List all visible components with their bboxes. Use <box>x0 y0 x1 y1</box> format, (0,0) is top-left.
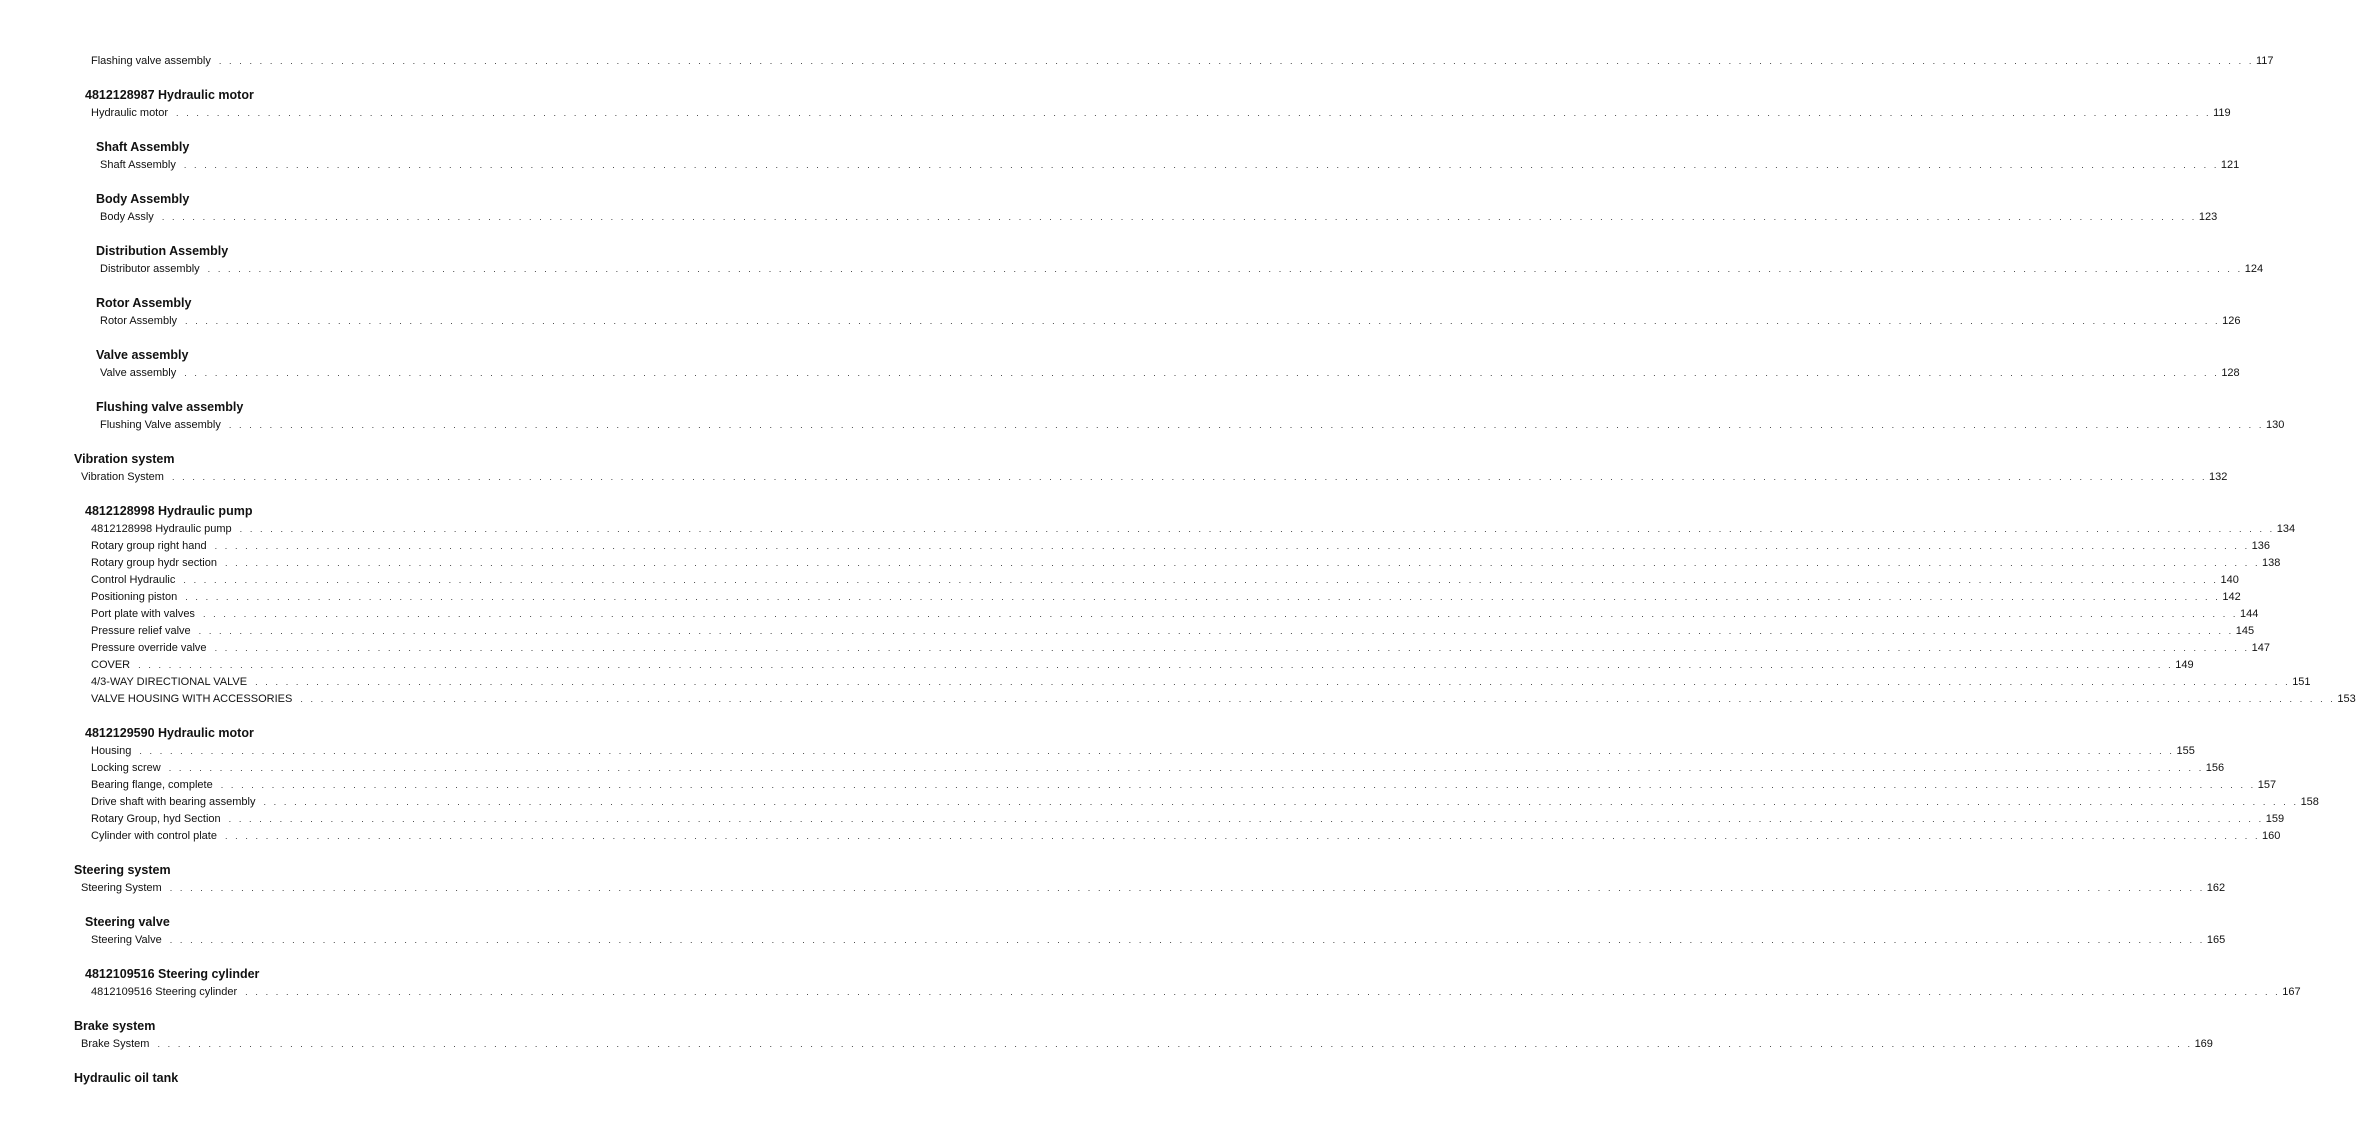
dot-leader: . . . . . . . . . . . . . . . . . . . . . . . . . . . . . . . . . . . . . . . . . . . . . . . . . . . . . . . . . . . . . . . . . . . . . . . . . . . . . . . . . . . . . . . . . . . . . . . . . . . . . . . . . . . . . . . . . . . . . . . . . . . . . . . . . . . . . . . . . . . . . . . . . . . . . . . . . . . . . . . . . . . . . . . . . . . . . . . . . . . . . . . . . . . . . . . . . . . . . . . . <box>220 780 2256 790</box>
toc-entry-title: Rotor Assembly <box>100 315 178 327</box>
toc-page-number: 144 <box>2240 608 2259 620</box>
toc-entry[interactable] <box>91 795 2319 809</box>
toc-heading: 4812129590 Hydraulic motor <box>85 726 254 740</box>
toc-entry[interactable] <box>91 658 2194 672</box>
dot-leader: . . . . . . . . . . . . . . . . . . . . . . . . . . . . . . . . . . . . . . . . . . . . . . . . . . . . . . . . . . . . . . . . . . . . . . . . . . . . . . . . . . . . . . . . . . . . . . . . . . . . . . . . . . . . . . . . . . . . . . . . . . . . . . . . . . . . . . . . . . . . . . . . . . . . . . . . . . . . . . . . . . . . . . . . . . . . . . . . . . . . . . . . . . . . . . . . . . . . . . . . <box>157 1039 2193 1049</box>
toc-entry[interactable] <box>91 761 2225 775</box>
dot-leader: . . . . . . . . . . . . . . . . . . . . . . . . . . . . . . . . . . . . . . . . . . . . . . . . . . . . . . . . . . . . . . . . . . . . . . . . . . . . . . . . . . . . . . . . . . . . . . . . . . . . . . . . . . . . . . . . . . . . . . . . . . . . . . . . . . . . . . . . . . . . . . . . . . . . . . . . . . . . . . . . . . . . . . . . . . . . . . . . . . . . . . . . . . . . . . . . . . . . . . . . <box>183 575 2219 585</box>
toc-entry-title: Bearing flange, complete <box>91 779 213 791</box>
toc-page-number: 145 <box>2235 625 2255 637</box>
toc-entry[interactable] <box>91 607 2259 621</box>
toc-page-number: 160 <box>2262 830 2281 842</box>
toc-page-number: 124 <box>2244 263 2264 275</box>
dot-leader: . . . . . . . . . . . . . . . . . . . . . . . . . . . . . . . . . . . . . . . . . . . . . . . . . . . . . . . . . . . . . . . . . . . . . . . . . . . . . . . . . . . . . . . . . . . . . . . . . . . . . . . . . . . . . . . . . . . . . . . . . . . . . . . . . . . . . . . . . . . . . . . . . . . . . . . . . . . . . . . . . . . . . . . . . . . . . . . . . . . . . . . . . . . . . . . . . . . . . . . . <box>171 472 2208 482</box>
dot-leader: . . . . . . . . . . . . . . . . . . . . . . . . . . . . . . . . . . . . . . . . . . . . . . . . . . . . . . . . . . . . . . . . . . . . . . . . . . . . . . . . . . . . . . . . . . . . . . . . . . . . . . . . . . . . . . . . . . . . . . . . . . . . . . . . . . . . . . . . . . . . . . . . . . . . . . . . . . . . . . . . . . . . . . . . . . . . . . . . . . . . . . . . . . . . . . . . . . . . . . . . <box>176 108 2212 118</box>
toc-entry[interactable] <box>91 692 2356 706</box>
toc-heading: Valve assembly <box>96 348 189 362</box>
toc-entry[interactable] <box>100 314 2241 328</box>
toc-page-number: 138 <box>2262 557 2281 569</box>
toc-entry-title: Distributor assembly <box>100 263 200 275</box>
toc-entry[interactable] <box>100 210 2218 224</box>
toc-page-number: 162 <box>2206 882 2226 894</box>
toc-heading: Vibration system <box>74 452 175 466</box>
dot-leader: . . . . . . . . . . . . . . . . . . . . . . . . . . . . . . . . . . . . . . . . . . . . . . . . . . . . . . . . . . . . . . . . . . . . . . . . . . . . . . . . . . . . . . . . . . . . . . . . . . . . . . . . . . . . . . . . . . . . . . . . . . . . . . . . . . . . . . . . . . . . . . . . . . . . . . . . . . . . . . . . . . . . . . . . . . . . . . . . . . . . . . . . . . . . . . . . . . . . . . . . <box>185 316 2221 326</box>
toc-entry-title: Shaft Assembly <box>100 159 176 171</box>
toc-entry-title: Hydraulic motor <box>91 107 169 119</box>
toc-entry[interactable] <box>100 262 2264 276</box>
dot-leader: . . . . . . . . . . . . . . . . . . . . . . . . . . . . . . . . . . . . . . . . . . . . . . . . . . . . . . . . . . . . . . . . . . . . . . . . . . . . . . . . . . . . . . . . . . . . . . . . . . . . . . . . . . . . . . . . . . . . . . . . . . . . . . . . . . . . . . . . . . . . . . . . . . . . . . . . . . . . . . . . . . . . . . . . . . . . . . . . . . . . . . . . . . . . . . . . . . . . . . . . <box>228 420 2264 430</box>
toc-page-number: 128 <box>2221 367 2240 379</box>
toc-page-number: 158 <box>2300 796 2319 808</box>
dot-leader: . . . . . . . . . . . . . . . . . . . . . . . . . . . . . . . . . . . . . . . . . . . . . . . . . . . . . . . . . . . . . . . . . . . . . . . . . . . . . . . . . . . . . . . . . . . . . . . . . . . . . . . . . . . . . . . . . . . . . . . . . . . . . . . . . . . . . . . . . . . . . . . . . . . . . . . . . . . . . . . . . . . . . . . . . . . . . . . . . . . . . . . . . . . . . . . . . . . . . . . . <box>214 643 2250 653</box>
dot-leader: . . . . . . . . . . . . . . . . . . . . . . . . . . . . . . . . . . . . . . . . . . . . . . . . . . . . . . . . . . . . . . . . . . . . . . . . . . . . . . . . . . . . . . . . . . . . . . . . . . . . . . . . . . . . . . . . . . . . . . . . . . . . . . . . . . . . . . . . . . . . . . . . . . . . . . . . . . . . . . . . . . . . . . . . . . . . . . . . . . . . . . . . . . . . . . . . . . . . . . . . <box>161 212 2197 222</box>
toc-entry-title: Cylinder with control plate <box>91 830 217 842</box>
toc-entry-title: Port plate with valves <box>91 608 195 620</box>
dot-leader: . . . . . . . . . . . . . . . . . . . . . . . . . . . . . . . . . . . . . . . . . . . . . . . . . . . . . . . . . . . . . . . . . . . . . . . . . . . . . . . . . . . . . . . . . . . . . . . . . . . . . . . . . . . . . . . . . . . . . . . . . . . . . . . . . . . . . . . . . . . . . . . . . . . . . . . . . . . . . . . . . . . . . . . . . . . . . . . . . . . . . . . . . . . . . . . . . . . . . . . . <box>168 763 2204 773</box>
toc-page-number: 155 <box>2176 745 2195 757</box>
toc-page-number: 169 <box>2194 1038 2213 1050</box>
toc-page-number: 121 <box>2220 159 2240 171</box>
toc-heading: Steering system <box>74 863 171 877</box>
toc-entry[interactable] <box>91 54 2274 68</box>
toc-page-number: 142 <box>2222 591 2241 603</box>
toc-entry-title: Flashing valve assembly <box>91 55 211 67</box>
toc-entry[interactable] <box>91 778 2277 792</box>
toc-entry[interactable] <box>91 590 2241 604</box>
toc-page-number: 149 <box>2175 659 2194 671</box>
toc-entry[interactable] <box>91 829 2281 843</box>
dot-leader: . . . . . . . . . . . . . . . . . . . . . . . . . . . . . . . . . . . . . . . . . . . . . . . . . . . . . . . . . . . . . . . . . . . . . . . . . . . . . . . . . . . . . . . . . . . . . . . . . . . . . . . . . . . . . . . . . . . . . . . . . . . . . . . . . . . . . . . . . . . . . . . . . . . . . . . . . . . . . . . . . . . . . . . . . . . . . . . . . . . . . . . . . . . . . . . . . . . . . . . . <box>183 160 2219 170</box>
toc-entry[interactable] <box>91 933 2226 947</box>
toc-entry-title: Pressure override valve <box>91 642 207 654</box>
toc-entry-title: Valve assembly <box>100 367 177 379</box>
toc-entry-title: Vibration System <box>81 471 164 483</box>
toc-entry[interactable] <box>100 418 2285 432</box>
toc-page-number: 140 <box>2220 574 2239 586</box>
dot-leader: . . . . . . . . . . . . . . . . . . . . . . . . . . . . . . . . . . . . . . . . . . . . . . . . . . . . . . . . . . . . . . . . . . . . . . . . . . . . . . . . . . . . . . . . . . . . . . . . . . . . . . . . . . . . . . . . . . . . . . . . . . . . . . . . . . . . . . . . . . . . . . . . . . . . . . . . . . . . . . . . . . . . . . . . . . . . . . . . . . . . . . . . . . . . . . . . . . . . . . . . <box>224 558 2261 568</box>
toc-entry-title: Control Hydraulic <box>91 574 176 586</box>
dot-leader: . . . . . . . . . . . . . . . . . . . . . . . . . . . . . . . . . . . . . . . . . . . . . . . . . . . . . . . . . . . . . . . . . . . . . . . . . . . . . . . . . . . . . . . . . . . . . . . . . . . . . . . . . . . . . . . . . . . . . . . . . . . . . . . . . . . . . . . . . . . . . . . . . . . . . . . . . . . . . . . . . . . . . . . . . . . . . . . . . . . . . . . . . . . . . . . . . . . . . . . . <box>169 883 2205 893</box>
toc-heading: Flushing valve assembly <box>96 400 244 414</box>
toc-heading: 4812128998 Hydraulic pump <box>85 504 253 518</box>
toc-page-number: 123 <box>2198 211 2218 223</box>
toc-heading: 4812109516 Steering cylinder <box>85 967 260 981</box>
dot-leader: . . . . . . . . . . . . . . . . . . . . . . . . . . . . . . . . . . . . . . . . . . . . . . . . . . . . . . . . . . . . . . . . . . . . . . . . . . . . . . . . . . . . . . . . . . . . . . . . . . . . . . . . . . . . . . . . . . . . . . . . . . . . . . . . . . . . . . . . . . . . . . . . . . . . . . . . . . . . . . . . . . . . . . . . . . . . . . . . . . . . . . . . . . . . . . . . . . . . . . . . <box>255 677 2291 687</box>
toc-heading: Hydraulic oil tank <box>74 1071 179 1085</box>
toc-page-number: 132 <box>2209 471 2228 483</box>
toc-entry-title: Steering Valve <box>91 934 162 946</box>
toc-entry-title: Positioning piston <box>91 591 178 603</box>
dot-leader: . . . . . . . . . . . . . . . . . . . . . . . . . . . . . . . . . . . . . . . . . . . . . . . . . . . . . . . . . . . . . . . . . . . . . . . . . . . . . . . . . . . . . . . . . . . . . . . . . . . . . . . . . . . . . . . . . . . . . . . . . . . . . . . . . . . . . . . . . . . . . . . . . . . . . . . . . . . . . . . . . . . . . . . . . . . . . . . . . . . . . . . . . . . . . . . . . . . . . . . . <box>300 694 2336 704</box>
toc-entry[interactable] <box>91 641 2271 655</box>
toc-page-number: 156 <box>2205 762 2225 774</box>
toc-entry[interactable] <box>91 675 2311 689</box>
toc-page-number: 126 <box>2222 315 2241 327</box>
toc-entry-title: Body Assly <box>100 211 154 223</box>
dot-leader: . . . . . . . . . . . . . . . . . . . . . . . . . . . . . . . . . . . . . . . . . . . . . . . . . . . . . . . . . . . . . . . . . . . . . . . . . . . . . . . . . . . . . . . . . . . . . . . . . . . . . . . . . . . . . . . . . . . . . . . . . . . . . . . . . . . . . . . . . . . . . . . . . . . . . . . . . . . . . . . . . . . . . . . . . . . . . . . . . . . . . . . . . . . . . . . . . . . . . . . . <box>184 368 2220 378</box>
toc-entry-title: Pressure relief valve <box>91 625 191 637</box>
dot-leader: . . . . . . . . . . . . . . . . . . . . . . . . . . . . . . . . . . . . . . . . . . . . . . . . . . . . . . . . . . . . . . . . . . . . . . . . . . . . . . . . . . . . . . . . . . . . . . . . . . . . . . . . . . . . . . . . . . . . . . . . . . . . . . . . . . . . . . . . . . . . . . . . . . . . . . . . . . . . . . . . . . . . . . . . . . . . . . . . . . . . . . . . . . . . . . . . . . . . . . . . <box>228 814 2264 824</box>
toc-page-number: 165 <box>2206 934 2226 946</box>
dot-leader: . . . . . . . . . . . . . . . . . . . . . . . . . . . . . . . . . . . . . . . . . . . . . . . . . . . . . . . . . . . . . . . . . . . . . . . . . . . . . . . . . . . . . . . . . . . . . . . . . . . . . . . . . . . . . . . . . . . . . . . . . . . . . . . . . . . . . . . . . . . . . . . . . . . . . . . . . . . . . . . . . . . . . . . . . . . . . . . . . . . . . . . . . . . . . . . . . . . . . . . . <box>185 592 2221 602</box>
toc-page-number: 147 <box>2251 642 2271 654</box>
toc-entry[interactable] <box>91 539 2271 553</box>
toc-entry[interactable] <box>100 366 2240 380</box>
toc-page-number: 167 <box>2282 986 2301 998</box>
toc-entry[interactable] <box>91 744 2195 758</box>
dot-leader: . . . . . . . . . . . . . . . . . . . . . . . . . . . . . . . . . . . . . . . . . . . . . . . . . . . . . . . . . . . . . . . . . . . . . . . . . . . . . . . . . . . . . . . . . . . . . . . . . . . . . . . . . . . . . . . . . . . . . . . . . . . . . . . . . . . . . . . . . . . . . . . . . . . . . . . . . . . . . . . . . . . . . . . . . . . . . . . . . . . . . . . . . . . . . . . . . . . . . . . . <box>239 524 2275 534</box>
toc-page-number: 157 <box>2257 779 2277 791</box>
toc-entry-title: Brake System <box>81 1038 150 1050</box>
toc-page-number: 153 <box>2337 693 2356 705</box>
toc-entry[interactable] <box>91 985 2301 999</box>
toc-heading: Brake system <box>74 1019 156 1033</box>
toc-entry-title: Rotary group right hand <box>91 540 207 552</box>
toc-heading: Distribution Assembly <box>96 244 229 258</box>
dot-leader: . . . . . . . . . . . . . . . . . . . . . . . . . . . . . . . . . . . . . . . . . . . . . . . . . . . . . . . . . . . . . . . . . . . . . . . . . . . . . . . . . . . . . . . . . . . . . . . . . . . . . . . . . . . . . . . . . . . . . . . . . . . . . . . . . . . . . . . . . . . . . . . . . . . . . . . . . . . . . . . . . . . . . . . . . . . . . . . . . . . . . . . . . . . . . . . . . . . . . . . . <box>263 797 2299 807</box>
dot-leader: . . . . . . . . . . . . . . . . . . . . . . . . . . . . . . . . . . . . . . . . . . . . . . . . . . . . . . . . . . . . . . . . . . . . . . . . . . . . . . . . . . . . . . . . . . . . . . . . . . . . . . . . . . . . . . . . . . . . . . . . . . . . . . . . . . . . . . . . . . . . . . . . . . . . . . . . . . . . . . . . . . . . . . . . . . . . . . . . . . . . . . . . . . . . . . . . . . . . . . . . <box>224 831 2261 841</box>
toc-entry[interactable] <box>91 556 2281 570</box>
toc-page-number: 119 <box>2213 107 2231 119</box>
toc-entry-title: VALVE HOUSING WITH ACCESSORIES <box>91 693 293 705</box>
toc-page-number: 136 <box>2251 540 2271 552</box>
toc-page-number: 151 <box>2292 676 2311 688</box>
dot-leader: . . . . . . . . . . . . . . . . . . . . . . . . . . . . . . . . . . . . . . . . . . . . . . . . . . . . . . . . . . . . . . . . . . . . . . . . . . . . . . . . . . . . . . . . . . . . . . . . . . . . . . . . . . . . . . . . . . . . . . . . . . . . . . . . . . . . . . . . . . . . . . . . . . . . . . . . . . . . . . . . . . . . . . . . . . . . . . . . . . . . . . . . . . . . . . . . . . . . . . . . <box>138 660 2174 670</box>
toc-entry[interactable] <box>81 470 2228 484</box>
dot-leader: . . . . . . . . . . . . . . . . . . . . . . . . . . . . . . . . . . . . . . . . . . . . . . . . . . . . . . . . . . . . . . . . . . . . . . . . . . . . . . . . . . . . . . . . . . . . . . . . . . . . . . . . . . . . . . . . . . . . . . . . . . . . . . . . . . . . . . . . . . . . . . . . . . . . . . . . . . . . . . . . . . . . . . . . . . . . . . . . . . . . . . . . . . . . . . . . . . . . . . . . <box>139 746 2175 756</box>
toc-entry-title: 4812109516 Steering cylinder <box>91 986 238 998</box>
toc-entry[interactable] <box>91 812 2285 826</box>
toc-entry-title: Rotary Group, hyd Section <box>91 813 221 825</box>
toc-page-number: 134 <box>2276 523 2296 535</box>
toc-heading: Shaft Assembly <box>96 140 190 154</box>
dot-leader: . . . . . . . . . . . . . . . . . . . . . . . . . . . . . . . . . . . . . . . . . . . . . . . . . . . . . . . . . . . . . . . . . . . . . . . . . . . . . . . . . . . . . . . . . . . . . . . . . . . . . . . . . . . . . . . . . . . . . . . . . . . . . . . . . . . . . . . . . . . . . . . . . . . . . . . . . . . . . . . . . . . . . . . . . . . . . . . . . . . . . . . . . . . . . . . . . . . . . . . . <box>214 541 2250 551</box>
toc-entry[interactable] <box>91 106 2231 120</box>
toc-entry[interactable] <box>81 881 2226 895</box>
toc-heading: Body Assembly <box>96 192 190 206</box>
toc-entry-title: Steering System <box>81 882 162 894</box>
toc-page-number: 159 <box>2265 813 2285 825</box>
dot-leader: . . . . . . . . . . . . . . . . . . . . . . . . . . . . . . . . . . . . . . . . . . . . . . . . . . . . . . . . . . . . . . . . . . . . . . . . . . . . . . . . . . . . . . . . . . . . . . . . . . . . . . . . . . . . . . . . . . . . . . . . . . . . . . . . . . . . . . . . . . . . . . . . . . . . . . . . . . . . . . . . . . . . . . . . . . . . . . . . . . . . . . . . . . . . . . . . . . . . . . . . <box>207 264 2243 274</box>
dot-leader: . . . . . . . . . . . . . . . . . . . . . . . . . . . . . . . . . . . . . . . . . . . . . . . . . . . . . . . . . . . . . . . . . . . . . . . . . . . . . . . . . . . . . . . . . . . . . . . . . . . . . . . . . . . . . . . . . . . . . . . . . . . . . . . . . . . . . . . . . . . . . . . . . . . . . . . . . . . . . . . . . . . . . . . . . . . . . . . . . . . . . . . . . . . . . . . . . . . . . . . . <box>218 56 2254 66</box>
toc-entry-title: Housing <box>91 745 132 757</box>
toc-entry-title: 4812128998 Hydraulic pump <box>91 523 232 535</box>
toc-entry[interactable] <box>91 573 2239 587</box>
toc-entry-title: Locking screw <box>91 762 161 774</box>
dot-leader: . . . . . . . . . . . . . . . . . . . . . . . . . . . . . . . . . . . . . . . . . . . . . . . . . . . . . . . . . . . . . . . . . . . . . . . . . . . . . . . . . . . . . . . . . . . . . . . . . . . . . . . . . . . . . . . . . . . . . . . . . . . . . . . . . . . . . . . . . . . . . . . . . . . . . . . . . . . . . . . . . . . . . . . . . . . . . . . . . . . . . . . . . . . . . . . . . . . . . . . . <box>198 626 2234 636</box>
dot-leader: . . . . . . . . . . . . . . . . . . . . . . . . . . . . . . . . . . . . . . . . . . . . . . . . . . . . . . . . . . . . . . . . . . . . . . . . . . . . . . . . . . . . . . . . . . . . . . . . . . . . . . . . . . . . . . . . . . . . . . . . . . . . . . . . . . . . . . . . . . . . . . . . . . . . . . . . . . . . . . . . . . . . . . . . . . . . . . . . . . . . . . . . . . . . . . . . . . . . . . . . <box>245 987 2281 997</box>
toc-entry[interactable] <box>100 158 2240 172</box>
toc-entry-title: Drive shaft with bearing assembly <box>91 796 256 808</box>
toc-entry-title: Rotary group hydr section <box>91 557 217 569</box>
dot-leader: . . . . . . . . . . . . . . . . . . . . . . . . . . . . . . . . . . . . . . . . . . . . . . . . . . . . . . . . . . . . . . . . . . . . . . . . . . . . . . . . . . . . . . . . . . . . . . . . . . . . . . . . . . . . . . . . . . . . . . . . . . . . . . . . . . . . . . . . . . . . . . . . . . . . . . . . . . . . . . . . . . . . . . . . . . . . . . . . . . . . . . . . . . . . . . . . . . . . . . . . <box>169 935 2205 945</box>
dot-leader: . . . . . . . . . . . . . . . . . . . . . . . . . . . . . . . . . . . . . . . . . . . . . . . . . . . . . . . . . . . . . . . . . . . . . . . . . . . . . . . . . . . . . . . . . . . . . . . . . . . . . . . . . . . . . . . . . . . . . . . . . . . . . . . . . . . . . . . . . . . . . . . . . . . . . . . . . . . . . . . . . . . . . . . . . . . . . . . . . . . . . . . . . . . . . . . . . . . . . . . . <box>202 609 2239 619</box>
toc-entry[interactable] <box>91 624 2255 638</box>
toc-heading: 4812128987 Hydraulic motor <box>85 88 254 102</box>
toc-entry[interactable] <box>91 522 2296 536</box>
toc-page-number: 117 <box>2255 55 2274 67</box>
toc-heading: Rotor Assembly <box>96 296 192 310</box>
toc-entry-title: COVER <box>91 659 131 671</box>
toc-page-number: 130 <box>2265 419 2285 431</box>
toc-entry-title: Flushing Valve assembly <box>100 419 221 431</box>
toc-entry[interactable] <box>81 1037 2213 1051</box>
toc-heading: Steering valve <box>85 915 170 929</box>
toc-entry-title: 4/3-WAY DIRECTIONAL VALVE <box>91 676 248 688</box>
